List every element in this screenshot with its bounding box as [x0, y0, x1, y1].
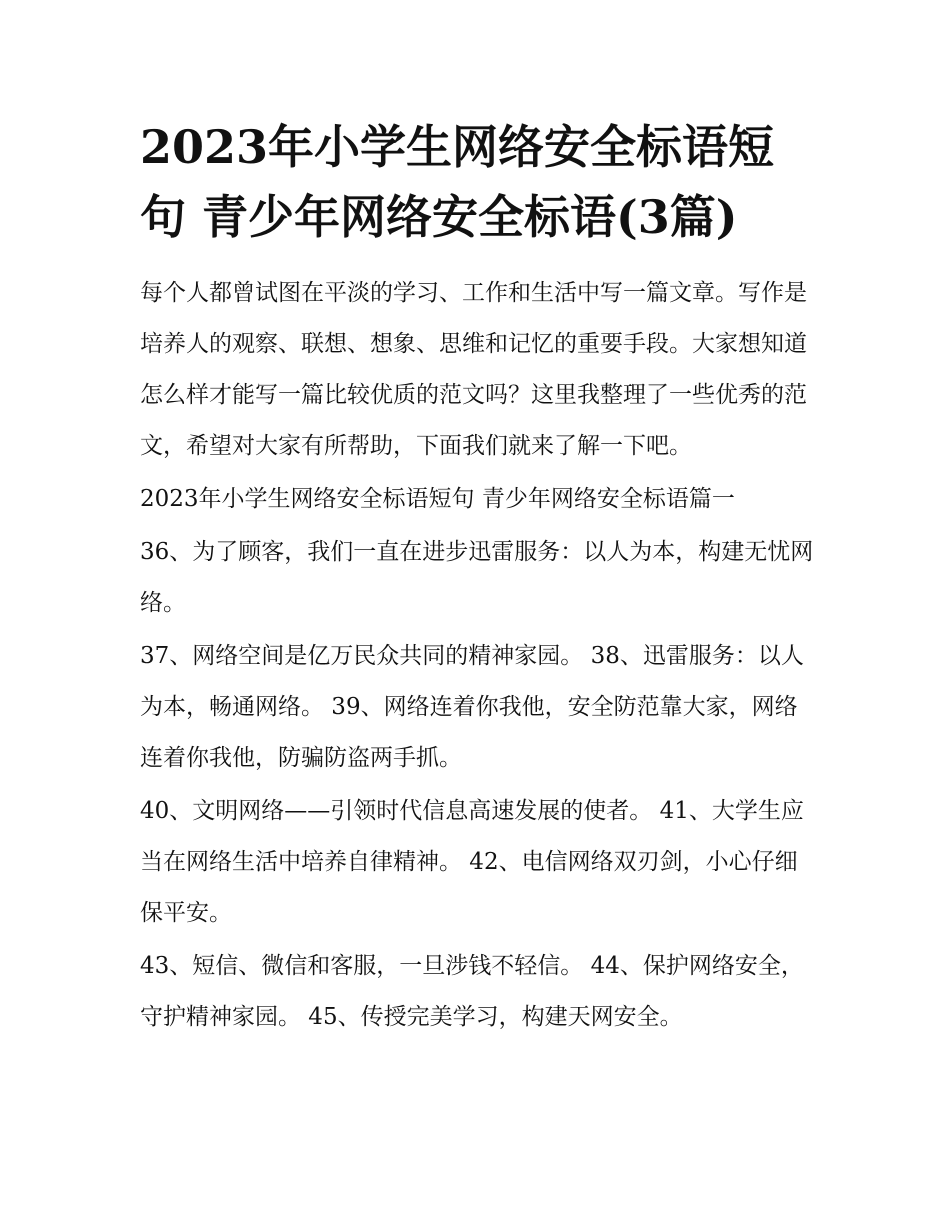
slogan-paragraph-37-39: 37、网络空间是亿万民众共同的精神家园。 38、迅雷服务：以人为本，畅通网络。 39、网络连着你我他，安全防范靠大家，网络连着你我他，防骗防盗两手抓。	[140, 643, 804, 771]
title-line-2: 句 青少年网络安全标语(3篇)	[140, 190, 738, 244]
slogan-paragraph-43-45: 43、短信、微信和客服，一旦涉钱不轻信。 44、保护网络安全，守护精神家园。 45、传授完美学习，构建天网安全。	[140, 953, 804, 1030]
section-heading: 2023年小学生网络安全标语短句 青少年网络安全标语篇一	[140, 486, 735, 512]
document-page	[140, 112, 820, 1045]
title-line-1: 2023年小学生网络安全标语短	[140, 120, 775, 174]
document-title	[140, 112, 820, 252]
slogan-paragraph-40-42: 40、文明网络——引领时代信息高速发展的使者。 41、大学生应当在网络生活中培养自律精神。 42、电信网络双刃剑，小心仔细保平安。	[140, 798, 804, 926]
slogan-paragraph-36: 36、为了顾客，我们一直在进步迅雷服务：以人为本，构建无忧网络。	[140, 539, 814, 616]
intro-paragraph: 每个人都曾试图在平淡的学习、工作和生活中写一篇文章。写作是培养人的观察、联想、想象、思维和记忆的重要手段。大家想知道怎么样才能写一篇比较优质的范文吗？这里我整理了一些优秀的范文，希望对大家有所帮助，下面我们就来了解一下吧。	[140, 280, 807, 459]
